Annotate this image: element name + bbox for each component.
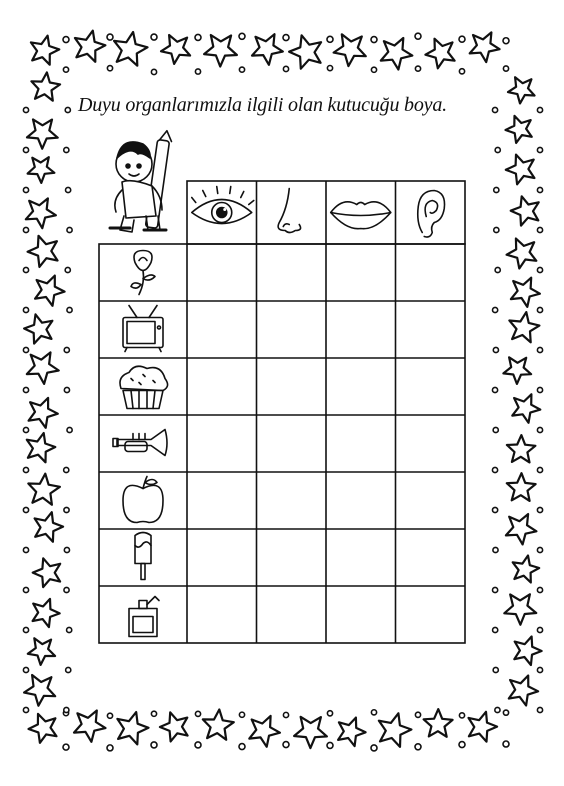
apple-icon (123, 477, 163, 523)
trumpet-icon (113, 430, 167, 456)
answer-cell-apple-eye[interactable] (188, 473, 256, 528)
perfume-icon (129, 597, 159, 637)
answer-cell-trumpet-eye[interactable] (188, 416, 256, 471)
answer-cell-cupcake-eye[interactable] (188, 359, 256, 414)
answer-cell-television-mouth[interactable] (327, 302, 395, 357)
answer-cell-ice-cream-eye[interactable] (188, 530, 256, 585)
answer-cell-perfume-eye[interactable] (188, 587, 256, 642)
answer-cell-ice-cream-mouth[interactable] (327, 530, 395, 585)
answer-cell-trumpet-mouth[interactable] (327, 416, 395, 471)
child-with-pencil-icon (110, 130, 173, 232)
ice-cream-icon (135, 533, 151, 580)
answer-cell-television-ear[interactable] (397, 302, 465, 357)
answer-cell-cupcake-mouth[interactable] (327, 359, 395, 414)
television-icon (123, 306, 163, 352)
answer-cell-rose-eye[interactable] (188, 245, 256, 300)
answer-cell-ice-cream-nose[interactable] (258, 530, 326, 585)
answer-cell-ice-cream-ear[interactable] (397, 530, 465, 585)
answer-cell-television-nose[interactable] (258, 302, 326, 357)
answer-cell-apple-ear[interactable] (397, 473, 465, 528)
ear-icon (418, 191, 445, 238)
answer-cell-rose-mouth[interactable] (327, 245, 395, 300)
answer-cell-cupcake-nose[interactable] (258, 359, 326, 414)
nose-icon (278, 189, 300, 233)
answer-cell-trumpet-nose[interactable] (258, 416, 326, 471)
answer-cell-apple-mouth[interactable] (327, 473, 395, 528)
cupcake-icon (120, 366, 168, 408)
eye-icon (192, 187, 254, 224)
instruction-title: Duyu organlarımızla ilgili olan kutucuğu boya. (78, 94, 447, 116)
answer-cell-perfume-ear[interactable] (397, 587, 465, 642)
mouth-icon (331, 202, 391, 229)
answer-cell-rose-nose[interactable] (258, 245, 326, 300)
answer-cell-cupcake-ear[interactable] (397, 359, 465, 414)
answer-cell-perfume-nose[interactable] (258, 587, 326, 642)
answer-cell-apple-nose[interactable] (258, 473, 326, 528)
answer-cell-trumpet-ear[interactable] (397, 416, 465, 471)
answer-cell-television-eye[interactable] (188, 302, 256, 357)
answer-cell-rose-ear[interactable] (397, 245, 465, 300)
rose-icon (131, 251, 155, 295)
answer-cell-perfume-mouth[interactable] (327, 587, 395, 642)
